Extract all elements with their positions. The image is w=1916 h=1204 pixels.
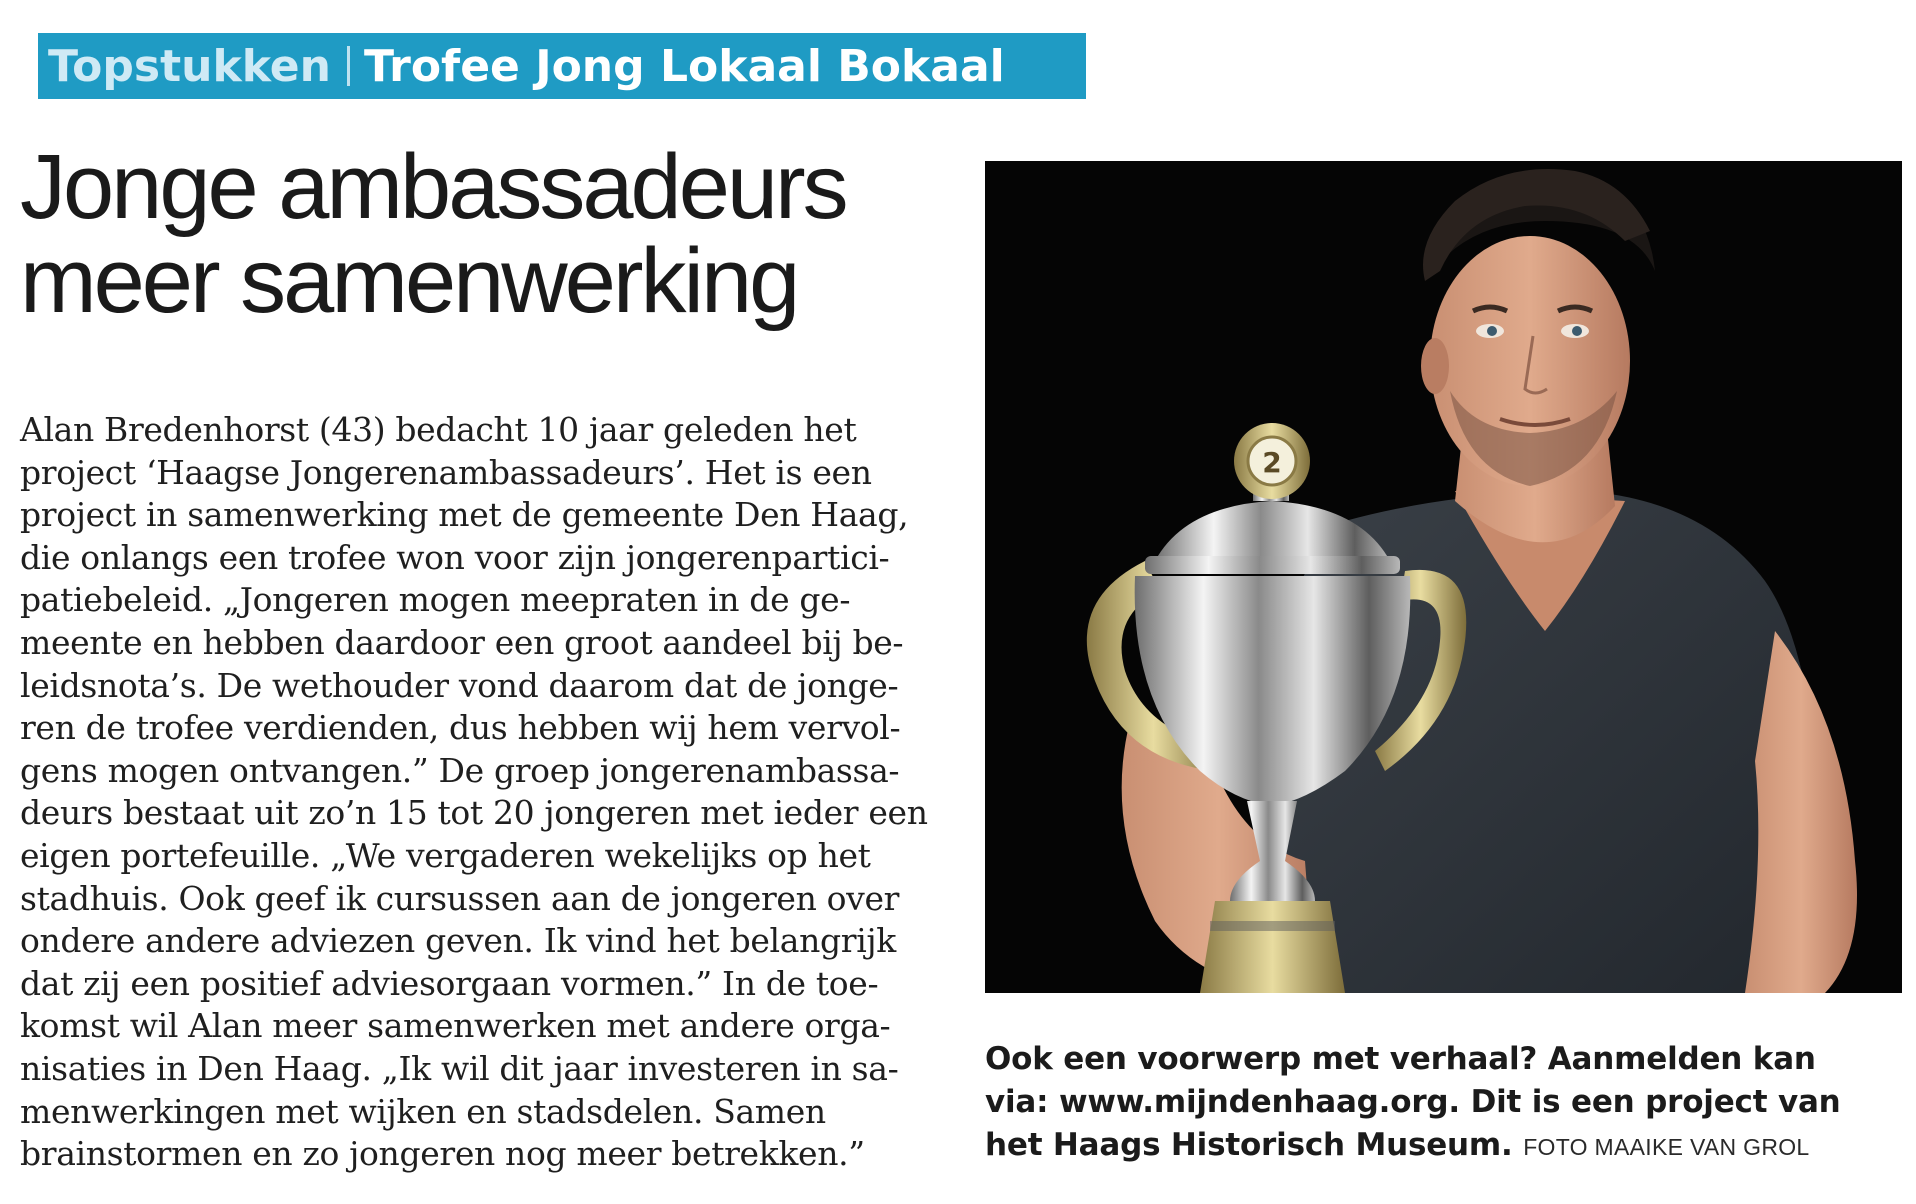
section-kicker: Topstukken: [48, 40, 331, 92]
body-line: eigen portefeuille. „We vergaderen wekelijks op het: [20, 835, 871, 875]
body-line: stadhuis. Ook geef ik cursussen aan de jongeren over: [20, 878, 900, 918]
body-line: die onlangs een trofee won voor zijn jongerenpartici-: [20, 537, 890, 577]
body-line: patiebeleid. „Jongeren mogen meepraten in de ge-: [20, 580, 851, 620]
headline-line-2: meer samenwerking: [20, 230, 798, 332]
photo-caption: [985, 1038, 1910, 1169]
body-line: ren de trofee verdienden, dus hebben wij hem vervol-: [20, 708, 901, 748]
caption-line-2: via: www.mijndenhaag.org. Dit is een project van: [985, 1084, 1841, 1120]
section-title: Trofee Jong Lokaal Bokaal: [363, 40, 1005, 92]
body-line: gens mogen ontvangen.” De groep jongerenambassa-: [20, 750, 900, 790]
body-line: dat zij een positief adviesorgaan vormen.” In de toe-: [20, 963, 879, 1003]
body-line: brainstormen en zo jongeren nog meer betrekken.”: [20, 1134, 865, 1174]
body-line: project in samenwerking met de gemeente Den Haag,: [20, 495, 909, 535]
banner-divider: [347, 46, 350, 86]
caption-line-3: [985, 1124, 1910, 1169]
body-line: Alan Bredenhorst (43) bedacht 10 jaar geleden het: [20, 410, 857, 449]
caption-line-3-text: het Haags Historisch Museum.: [985, 1127, 1513, 1163]
article-headline: [20, 136, 960, 332]
body-line: komst wil Alan meer samenwerken met andere orga-: [20, 1006, 891, 1046]
photo-credit: FOTO MAAIKE VAN GROL: [1523, 1134, 1810, 1160]
section-banner: [38, 33, 1086, 99]
body-line: nisaties in Den Haag. „Ik wil dit jaar investeren in sa-: [20, 1048, 899, 1088]
medallion-number: 2: [1262, 446, 1282, 479]
headline-line-1: Jonge ambassadeurs: [20, 136, 846, 238]
article-photo: [985, 161, 1902, 993]
body-line: deurs bestaat uit zo’n 15 tot 20 jongeren met ieder een: [20, 793, 928, 833]
article-body: [20, 409, 940, 1176]
body-line: ondere andere adviezen geven. Ik vind het belangrijk: [20, 921, 896, 961]
body-line: project ‘Haagse Jongerenambassadeurs’. Het is een: [20, 452, 872, 492]
photo-illustration: [985, 161, 1902, 993]
caption-line-1: Ook een voorwerp met verhaal? Aanmelden kan: [985, 1041, 1816, 1077]
body-line: leidsnota’s. De wethouder vond daarom dat de jonge-: [20, 665, 899, 705]
body-line: menwerkingen met wijken en stadsdelen. Samen: [20, 1091, 826, 1131]
body-line: meente en hebben daardoor een groot aandeel bij be-: [20, 622, 904, 662]
